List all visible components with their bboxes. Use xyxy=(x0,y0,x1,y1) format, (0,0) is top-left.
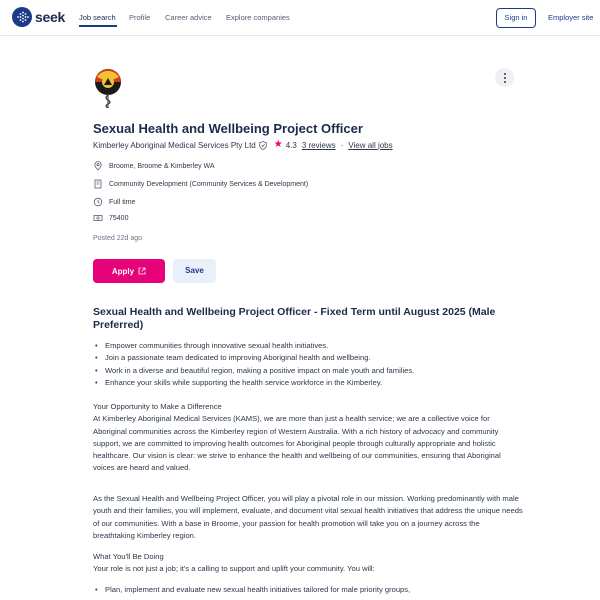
classification-row xyxy=(93,179,308,189)
star-icon: ★ xyxy=(273,139,283,150)
seek-logo-icon xyxy=(12,7,32,27)
reviews-link[interactable]: 3 reviews xyxy=(301,140,336,150)
description-heading: Sexual Health and Wellbeing Project Officer - Fixed Term until August 2025 (Male Preferred) xyxy=(93,306,496,331)
job-title: Sexual Health and Wellbeing Project Officer xyxy=(93,121,363,136)
opportunity-heading: Your Opportunity to Make a Difference xyxy=(93,402,222,411)
company-rating: 4.3 xyxy=(285,140,297,150)
location-pin-icon xyxy=(93,161,103,171)
opportunity-text: At Kimberley Aboriginal Medical Services (KAMS), we are more than just a health service; we are a collective voice for Aboriginal communities across the Kimberley region of Western Australia. With a rich history of advocacy and community support, we are committed to improving health outcomes for Aboriginal people through culturally appropriate and holistic healthcare. Our vision is clear: we strive to enhance the health and wellbeing of our communities, ensuring that Aboriginal voices are heard and valued. xyxy=(93,414,501,473)
highlights-list xyxy=(93,340,513,389)
list-item: • Enhance your skills while supporting the health service workforce in the Kimberley. xyxy=(93,377,513,389)
more-dot-icon xyxy=(504,81,506,83)
job-classification[interactable]: Community Development (Community Services & Development) xyxy=(109,180,309,188)
nav-job-search[interactable]: Job search xyxy=(79,13,116,22)
view-all-jobs-link[interactable]: View all jobs xyxy=(348,140,393,150)
nav-explore-companies[interactable]: Explore companies xyxy=(226,13,290,22)
nav-career-advice[interactable]: Career advice xyxy=(165,13,212,22)
list-item: • Work in a diverse and beautiful region, making a positive impact on male youth and families. xyxy=(93,365,513,377)
seek-logo[interactable] xyxy=(12,7,65,27)
more-options-button[interactable] xyxy=(495,68,514,87)
building-icon xyxy=(93,179,103,189)
money-icon xyxy=(93,213,103,223)
duties-list xyxy=(93,584,513,596)
location-row xyxy=(93,161,215,171)
external-link-icon xyxy=(138,267,146,275)
company-row xyxy=(93,139,393,151)
clock-icon xyxy=(93,197,103,207)
company-name[interactable]: Kimberley Aboriginal Medical Services Pty Ltd xyxy=(93,140,256,150)
more-dot-icon xyxy=(504,77,506,79)
more-dot-icon xyxy=(504,73,506,75)
save-button[interactable]: Save xyxy=(173,259,216,283)
doing-text: Your role is not just a job; it's a calling to support and uplift your community. You will: xyxy=(93,564,375,574)
apply-button[interactable] xyxy=(93,259,165,283)
apply-label: Apply xyxy=(111,266,135,276)
top-nav xyxy=(0,0,600,36)
employer-site-link[interactable]: Employer site xyxy=(548,13,594,22)
company-logo xyxy=(92,68,124,108)
verified-shield-icon xyxy=(259,141,267,150)
nav-active-indicator xyxy=(79,25,117,27)
job-location[interactable]: Broome, Broome & Kimberley WA xyxy=(109,162,215,170)
role-paragraph xyxy=(93,493,523,542)
sign-in-button[interactable]: Sign in xyxy=(496,8,536,28)
doing-section xyxy=(93,551,523,576)
list-item: • Join a passionate team dedicated to improving Aboriginal health and wellbeing. xyxy=(93,352,513,364)
work-type-row xyxy=(93,197,135,207)
job-salary: 75400 xyxy=(109,214,129,222)
job-work-type: Full time xyxy=(109,198,136,206)
list-item: • Plan, implement and evaluate new sexual health initiatives tailored for male priority groups, xyxy=(93,584,513,596)
posted-date: Posted 22d ago xyxy=(93,235,143,242)
doing-heading: What You'll Be Doing xyxy=(93,552,164,561)
salary-row xyxy=(93,213,128,223)
list-item: • Empower communities through innovative sexual health initiatives. xyxy=(93,340,513,352)
seek-logo-text: seek xyxy=(35,9,65,25)
separator-dot: · xyxy=(340,140,344,150)
opportunity-section xyxy=(93,401,523,475)
role-text: As the Sexual Health and Wellbeing Project Officer, you will play a pivotal role in our mission. Working predominantly with male youth and their families, you will implement, evaluate, and document vital sexual health initiatives that address the unique needs of our communities. With a base in Broome, your passion for health promotion will take you on a journey across the breathtaking Kimberley region. xyxy=(93,494,523,540)
nav-profile[interactable]: Profile xyxy=(129,13,151,22)
